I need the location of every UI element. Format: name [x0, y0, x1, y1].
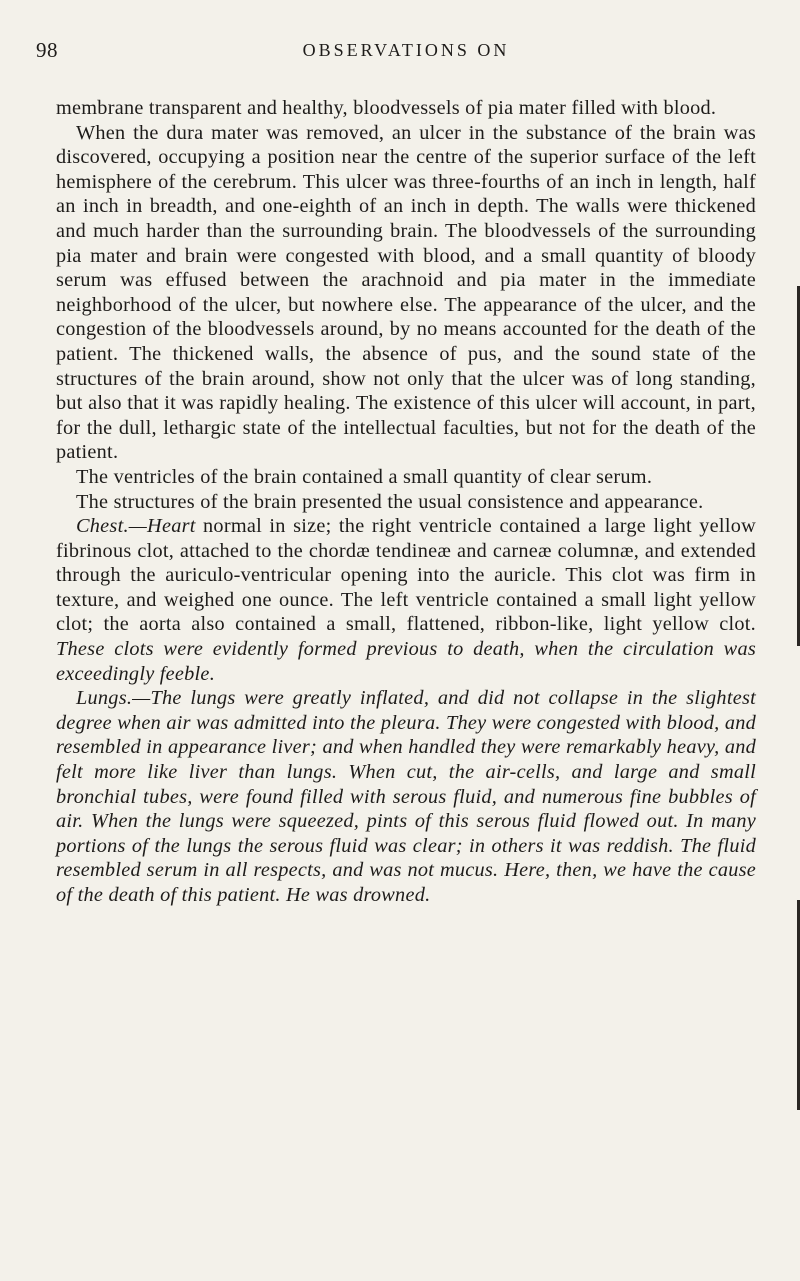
paragraph-membrane: membrane transparent and healthy, bloodvessels of pia mater filled with blood.	[56, 97, 717, 119]
chest-text: normal in size; the right ventricle contained a large light yellow fibrinous clot, attached to the chordæ tendineæ and carneæ columnæ, and extended through the auriculo-ventricular opening into the auricle. This clot was firm in texture, and weighed one ounce. The left ventricle contained a small light yellow clot; the aorta also contained a small, flattened, ribbon-like, light yellow clot.	[56, 515, 756, 636]
chest-heading: Chest.—Heart	[76, 515, 196, 538]
page-number: 98	[36, 38, 58, 62]
running-head: OBSERVATIONS ON	[302, 40, 510, 60]
body-text	[56, 96, 756, 908]
paragraph-ulcer: When the dura mater was removed, an ulcer in the substance of the brain was discovered, occupying a position near the centre of the superior surface of the left hemisphere of the cerebrum. This ulcer was three-fourths of an inch in length, half an inch in breadth, and one-eighth of an inch in depth. The walls were thickened and much harder than the surrounding brain. The bloodvessels of the surrounding pia mater and brain were congested with blood, and a small quantity of bloody serum was effused between the arachnoid and pia mater in the immediate neighborhood of the ulcer, but nowhere else. The appearance of the ulcer, and the congestion of the bloodvessels around, by no means accounted for the death of the patient. The thickened walls, the absence of pus, and the sound state of the structures of the brain around, show not only that the ulcer was of long standing, but also that it was rapidly healing. The existence of this ulcer will account, in part, for the dull, lethargic state of the intellectual faculties, but not for the death of the patient.	[56, 121, 756, 464]
book-page	[36, 24, 756, 908]
paragraph-ventricles: The ventricles of the brain contained a small quantity of clear serum.	[76, 465, 653, 488]
paragraph-brain-structures: The structures of the brain presented the usual consistence and appearance.	[76, 490, 704, 513]
paragraph-lungs: Lungs.—The lungs were greatly inflated, and did not collapse in the slightest degree when air was admitted into the pleura. They were congested with blood, and resembled in appearance liver; and when handled they were remarkably heavy, and felt more like liver than lungs. When cut, the air-cells, and large and small bronchial tubes, were found filled with serous fluid, and numerous fine bubbles of air. When the lungs were squeezed, pints of this serous fluid flowed out. In many portions of the lungs the serous fluid was clear; in others it was reddish. The fluid resembled serum in all respects, and was not mucus. Here, then, we have the cause of the death of this patient. He was drowned.	[56, 687, 756, 906]
page-header	[36, 24, 756, 70]
paragraph-chest	[56, 514, 756, 686]
chest-italic-conclusion: These clots were evidently formed previous to death, when the circulation was exceedingly feeble.	[56, 638, 756, 685]
